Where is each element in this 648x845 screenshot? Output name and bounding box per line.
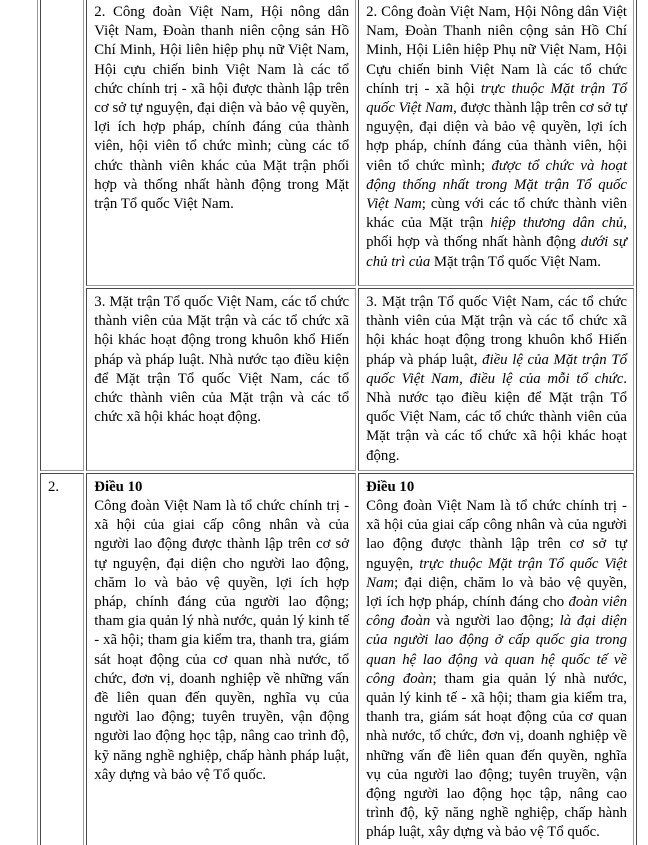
table-row-item-2 <box>40 0 634 286</box>
cell-new-text-item-2: 2. Công đoàn Việt Nam, Hội Nông dân Việt Nam, Đoàn Thanh niên cộng sản Hồ Chí Minh, Hội Liên hiệp Phụ nữ Việt Nam, Hội Cựu chiến binh Việt Nam là các tổ chức chính trị - xã hội trực thuộc Mặt trận Tổ quốc Việt Nam, được thành lập trên cơ sở tự nguyện, đại diện và bảo vệ quyền, lợi ích hợp pháp, chính đáng của thành viên, hội viên tổ chức mình; được tổ chức và hoạt động thống nhất trong Mặt trận Tổ quốc Việt Nam; cùng với các tổ chức thành viên khác của Mặt trận hiệp thương dân chủ, phối hợp và thống nhất hành động dưới sự chủ trì của Mặt trận Tổ quốc Việt Nam. <box>358 0 634 286</box>
table-row-item-3 <box>40 288 634 471</box>
cell-number-top <box>40 0 84 471</box>
cell-old-text-item-3: 3. Mặt trận Tổ quốc Việt Nam, các tổ chức thành viên của Mặt trận và các tổ chức xã hội khác hoạt động trong khuôn khổ Hiến pháp và pháp luật. Nhà nước tạo điều kiện để Mặt trận Tổ quốc Việt Nam, các tổ chức thành viên của Mặt trận và các tổ chức xã hội khác hoạt động. <box>86 288 356 471</box>
comparison-table <box>37 0 637 845</box>
cell-old-text-item-2: 2. Công đoàn Việt Nam, Hội nông dân Việt Nam, Đoàn thanh niên cộng sản Hồ Chí Minh, Hội liên hiệp phụ nữ Việt Nam, Hội cựu chiến binh Việt Nam là các tổ chức chính trị - xã hội được thành lập trên cơ sở tự nguyện, đại diện và bảo vệ quyền, lợi ích hợp pháp, chính đáng của thành viên, hội viên tổ chức mình; cùng các tổ chức thành viên khác của Mặt trận phối hợp và thống nhất hành động trong Mặt trận Tổ quốc Việt Nam. <box>86 0 356 286</box>
table-row-article-10 <box>40 473 634 845</box>
cell-old-text-article-10: Điều 10 Công đoàn Việt Nam là tổ chức chính trị - xã hội của giai cấp công nhân và của người lao động được thành lập trên cơ sở tự nguyện, đại diện cho người lao động, chăm lo và bảo vệ quyền, lợi ích hợp pháp, chính đáng của người lao động; tham gia quản lý nhà nước, quản lý kinh tế - xã hội; tham gia kiểm tra, thanh tra, giám sát hoạt động của cơ quan nhà nước, tổ chức, đơn vị, doanh nghiệp về những vấn đề liên quan đến quyền, nghĩa vụ của người lao động; tuyên truyền, vận động người lao động học tập, nâng cao trình độ, kỹ năng nghề nghiệp, chấp hành pháp luật, xây dựng và bảo vệ Tổ quốc. <box>86 473 356 845</box>
cell-new-text-item-3: 3. Mặt trận Tổ quốc Việt Nam, các tổ chức thành viên của Mặt trận và các tổ chức xã hội khác hoạt động trong khuôn khổ Hiến pháp và pháp luật, điều lệ của Mặt trận Tổ quốc Việt Nam, điều lệ của mỗi tổ chức. Nhà nước tạo điều kiện để Mặt trận Tổ quốc Việt Nam, các tổ chức thành viên của Mặt trận và các tổ chức xã hội khác hoạt động. <box>358 288 634 471</box>
cell-new-text-article-10: Điều 10 Công đoàn Việt Nam là tổ chức chính trị - xã hội của giai cấp công nhân và của người lao động được thành lập trên cơ sở tự nguyện, trực thuộc Mặt trận Tổ quốc Việt Nam; đại diện, chăm lo và bảo vệ quyền, lợi ích hợp pháp, chính đáng cho đoàn viên công đoàn và người lao động; là đại diện của người lao động ở cấp quốc gia trong quan hệ lao động và quan hệ quốc tế về công đoàn; tham gia quản lý nhà nước, quản lý kinh tế - xã hội; tham gia kiểm tra, thanh tra, giám sát hoạt động của cơ quan nhà nước, tổ chức, đơn vị, doanh nghiệp về những vấn đề liên quan đến quyền, nghĩa vụ của người lao động; tuyên truyền, vận động người lao động học tập, nâng cao trình độ, kỹ năng nghề nghiệp, chấp hành pháp luật, xây dựng và bảo vệ Tổ quốc. <box>358 473 634 845</box>
cell-number-2: 2. <box>40 473 84 845</box>
